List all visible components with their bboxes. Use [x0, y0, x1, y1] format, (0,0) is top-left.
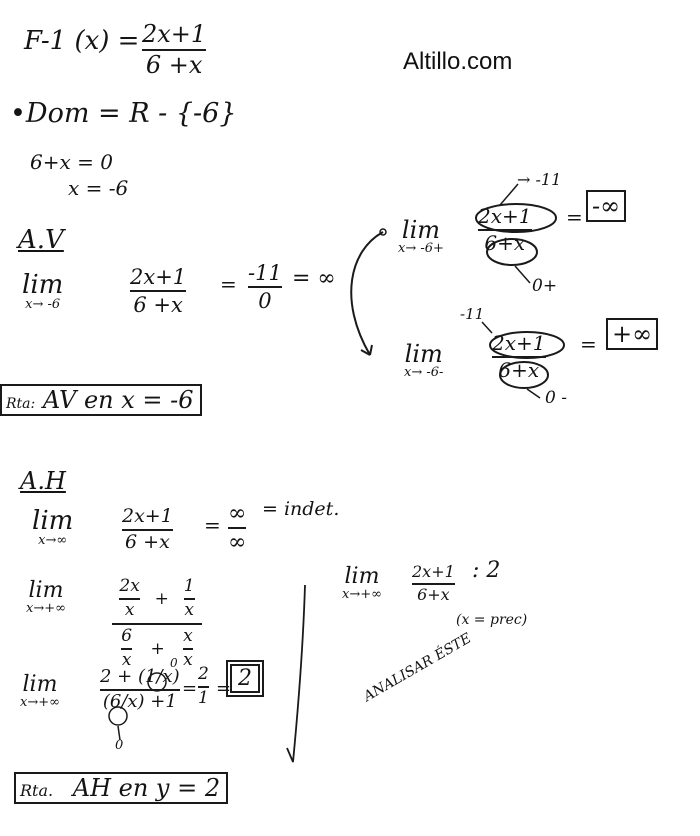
ah-l2-term-3 [121, 625, 133, 670]
ah-limit-3 [20, 674, 60, 710]
av-fraction [130, 266, 186, 316]
fraction-bar [248, 286, 282, 288]
ah-side-fraction [412, 564, 455, 604]
av-right-top-num: 2x+1 [478, 204, 532, 228]
lim-subscript: x→+∞ [26, 601, 66, 616]
ah-l3-result: 2 [230, 664, 260, 693]
ah-l3-zero-bottom: 0 [115, 738, 124, 753]
av-right-top-result: -∞ [586, 190, 626, 222]
av-answer-text: AV en x = -6 [42, 386, 194, 414]
branch-bracket [351, 232, 383, 355]
ah-side-eq: : 2 [472, 558, 501, 583]
ah-l3-den: (6/x) +1 [102, 690, 177, 712]
lim-word: lim [28, 578, 64, 603]
av-right-top-ann-num: → -11 [517, 170, 562, 189]
av-eq-post: = ∞ [292, 266, 336, 291]
lim-subscript: x→+∞ [342, 587, 382, 602]
ah-side-limit [342, 566, 382, 602]
plus-sign: + [154, 588, 169, 609]
fraction-bar [228, 527, 246, 529]
lim-word: lim [32, 506, 74, 536]
ah-l1-num: 2x+1 [122, 505, 173, 527]
lim-word: lim [344, 564, 380, 589]
lim-word: lim [22, 270, 64, 300]
lim-word: lim [401, 216, 441, 244]
term-num: 2x [119, 576, 140, 596]
term-den: x [183, 649, 193, 670]
av-right-top-fraction [478, 206, 532, 254]
ah-l3-eq: = [182, 678, 198, 699]
fraction-bar [130, 290, 186, 292]
ah-limit-1 [32, 508, 73, 548]
function-denominator: 6 +x [145, 51, 203, 80]
av-denominator: 6 +x [133, 293, 183, 318]
ah-side-slanted-note: ANALISAR ÉSTE [361, 630, 475, 705]
av-eq-pre: = [220, 272, 237, 296]
lim-word: lim [404, 340, 443, 368]
ah-l3-res-den: 1 [198, 687, 209, 708]
lim-subscript: x→∞ [38, 533, 68, 548]
lim-subscript: x→ -6 [25, 297, 61, 312]
arrow-num-top [500, 184, 518, 205]
ah-l3-eq2: = [216, 678, 232, 699]
arrow-den-top [515, 266, 530, 283]
av-result-fraction [248, 262, 282, 312]
main-fraction-bar [112, 623, 202, 625]
av-result-num: -11 [248, 261, 282, 285]
av-right-bottom-ann-num: -11 [460, 305, 485, 323]
ah-side-note: (x = prec) [456, 612, 528, 628]
check-stroke [287, 585, 305, 762]
term-num: x [183, 625, 193, 646]
function-fraction [142, 22, 206, 78]
av-answer-label: Rta: [6, 396, 36, 412]
ah-l1-eq: = [204, 513, 221, 537]
ah-l1-note: = indet. [262, 498, 340, 520]
av-right-bottom-ann-den: 0 - [545, 388, 567, 408]
watermark: Altillo.com [403, 48, 513, 75]
domain-eq-2: x = -6 [68, 176, 129, 200]
domain-eq-1: 6+x = 0 [30, 150, 113, 174]
lim-subscript: x→ -6+ [398, 241, 444, 256]
term-den: x [121, 649, 132, 670]
ah-side-num: 2x+1 [412, 562, 455, 581]
av-right-top-limit [398, 218, 444, 256]
ah-answer-box [14, 772, 228, 804]
ah-l3-fraction [100, 668, 180, 712]
ah-l3-zero-top: 0 [170, 656, 178, 670]
lim-word: lim [22, 672, 58, 697]
av-limit [22, 272, 63, 312]
function-lhs: F-1 (x) = [24, 26, 140, 56]
av-right-bottom-eq: = [580, 332, 597, 356]
av-right-bottom-fraction [492, 333, 546, 381]
ah-l1-den: 6 +x [125, 530, 170, 553]
ah-side-den: 6+x [417, 584, 450, 604]
av-answer-box [0, 384, 202, 416]
term-num: 1 [183, 576, 195, 596]
av-right-top-den: 6+x [484, 231, 526, 255]
av-heading: A.V [18, 225, 64, 255]
ah-l1-fraction [122, 507, 173, 553]
av-right-bottom-den: 6+x [498, 358, 540, 382]
function-numerator: 2x+1 [142, 20, 207, 48]
ah-l3-res-num: 2 [198, 664, 209, 684]
lim-subscript: x→ -6- [404, 365, 444, 380]
av-right-bottom-limit [404, 342, 443, 380]
ah-answer-text: AH en y = 2 [72, 774, 221, 802]
ah-answer-label: Rta. [20, 781, 54, 800]
av-right-bottom-result: +∞ [606, 318, 658, 350]
term-num: 6 [121, 625, 133, 646]
ah-l1-res-num: ∞ [228, 501, 247, 526]
arrow-den-bottom [527, 389, 540, 398]
ah-heading: A.H [20, 467, 66, 495]
ah-l2-big-fraction [112, 578, 202, 669]
term-den: x [124, 599, 135, 620]
av-numerator: 2x+1 [130, 265, 187, 289]
av-right-top-eq: = [566, 205, 583, 229]
domain-line: •Dom = R - {-6} [10, 98, 237, 129]
term-den: x [184, 599, 194, 620]
av-right-top-ann-den: 0+ [532, 276, 558, 296]
ah-l2-term-2 [184, 578, 195, 620]
arrow-num-bottom [482, 322, 492, 333]
ah-l2-top-row [112, 578, 202, 620]
ah-l2-term-1 [119, 578, 139, 620]
plus-sign: + [150, 638, 165, 659]
ah-l1-result [228, 502, 246, 554]
ah-l1-res-den: ∞ [228, 530, 247, 556]
ah-l2-bottom-row [112, 625, 202, 670]
ah-l3-num: 2 + (1/x) [100, 666, 180, 687]
av-result-den: 0 [258, 289, 272, 314]
ah-l3-result-fraction [198, 666, 209, 708]
av-right-bottom-num: 2x+1 [492, 331, 546, 355]
ah-l2-term-4 [183, 625, 193, 670]
ah-limit-2 [26, 580, 66, 616]
lim-subscript: x→+∞ [20, 695, 60, 710]
